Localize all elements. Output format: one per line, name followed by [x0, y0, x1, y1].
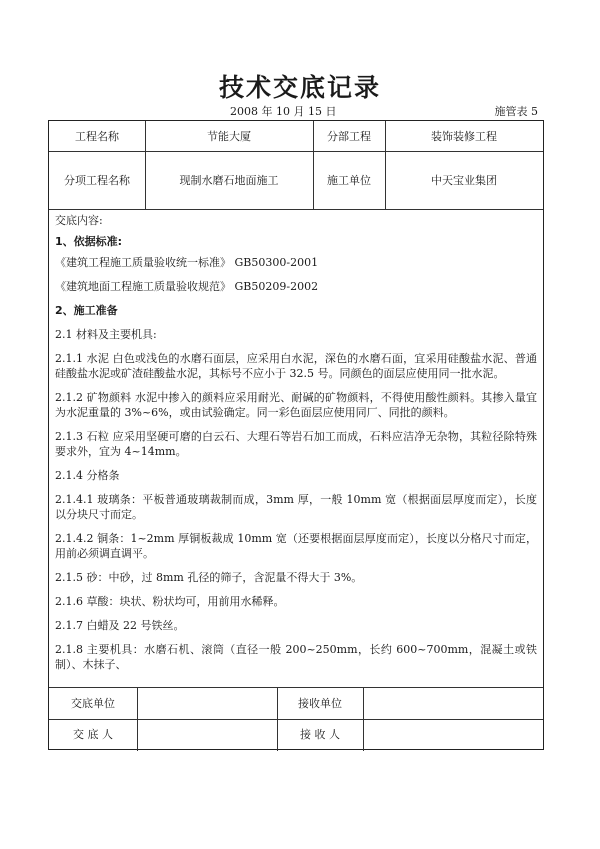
- record-table: [48, 120, 544, 750]
- standard-item: 《建筑工程施工质量验收统一标准》 GB50300-2001: [55, 256, 319, 269]
- clause: 2.1.2 矿物颜料 水泥中掺入的颜料应采用耐光、耐碱的矿物颜料，不得使用酸性颜料。其掺入量宜为水泥重量的 3%~6%，或由试验确定。同一彩色面层应使用同厂、同批的颜料。: [55, 391, 537, 419]
- clause: 2.1.1 水泥 白色或浅色的水磨石面层，应采用白水泥，深色的水磨石面，宜采用硅酸盐水泥、普通硅酸盐水泥或矿渣硅酸盐水泥，其标号不应小于 32.5 号。同颜色的面层应使用同一批水泥。: [55, 352, 537, 380]
- clause: 2.1.4 分格条: [55, 469, 120, 482]
- clause: 2.1.7 白蜡及 22 号铁丝。: [55, 619, 185, 632]
- record-date: 2008 年 10 月 15 日: [230, 105, 337, 118]
- receive-person-label: 接 收 人: [300, 728, 340, 741]
- page-title: 技术交底记录: [218, 73, 381, 102]
- handover-unit-label: 交底单位: [71, 697, 115, 710]
- clause: 2.1.4.1 玻璃条：平板普通玻璃裁制而成，3mm 厚，一般 10mm 宽（根据面层厚度而定），长度以分块尺寸而定。: [55, 493, 537, 521]
- subproject-label: 分项工程名称: [64, 174, 130, 187]
- section-heading: 2、施工准备: [55, 304, 118, 317]
- handover-unit-field[interactable]: [137, 687, 277, 719]
- handover-person-label: 交 底 人: [73, 728, 113, 741]
- clause: 2.1 材料及主要机具:: [55, 328, 157, 341]
- section-heading: 1、依据标准:: [55, 235, 123, 248]
- clause: 2.1.8 主要机具：水磨石机、滚筒（直径一般 200~250mm，长约 600~700mm，混凝土或铁制）、木抹子、: [55, 643, 537, 671]
- clause: 2.1.5 砂：中砂，过 8mm 孔径的筛子，含泥量不得大于 3%。: [55, 571, 363, 584]
- clause: 2.1.4.2 铜条：1~2mm 厚铜板裁成 10mm 宽（还要根据面层厚度而定），长度以分格尺寸而定，用前必须调直调平。: [55, 532, 537, 560]
- handover-person-field[interactable]: [137, 719, 277, 749]
- content-intro: 交底内容:: [55, 214, 103, 227]
- division-value: 装饰装修工程: [431, 130, 497, 143]
- receive-person-field[interactable]: [363, 719, 543, 749]
- subproject-value: 现制水磨石地面施工: [179, 174, 279, 187]
- clause: 2.1.6 草酸：块状、粉状均可，用前用水稀释。: [55, 595, 285, 608]
- project-name-value: 节能大厦: [207, 130, 251, 143]
- receive-unit-label: 接收单位: [298, 697, 342, 710]
- construction-unit-value: 中天宝业集团: [431, 174, 497, 187]
- standard-item: 《建筑地面工程施工质量验收规范》 GB50209-2002: [55, 280, 319, 293]
- project-name-label: 工程名称: [75, 130, 119, 143]
- form-number: 施管表 5: [494, 105, 538, 118]
- division-label: 分部工程: [327, 130, 371, 143]
- clause: 2.1.3 石粒 应采用坚硬可磨的白云石、大理石等岩石加工而成，石料应洁净无杂物，其粒径除特殊要求外，宜为 4~14mm。: [55, 430, 537, 458]
- construction-unit-label: 施工单位: [327, 174, 371, 187]
- receive-unit-field[interactable]: [363, 687, 543, 719]
- disclosure-content: [49, 209, 543, 687]
